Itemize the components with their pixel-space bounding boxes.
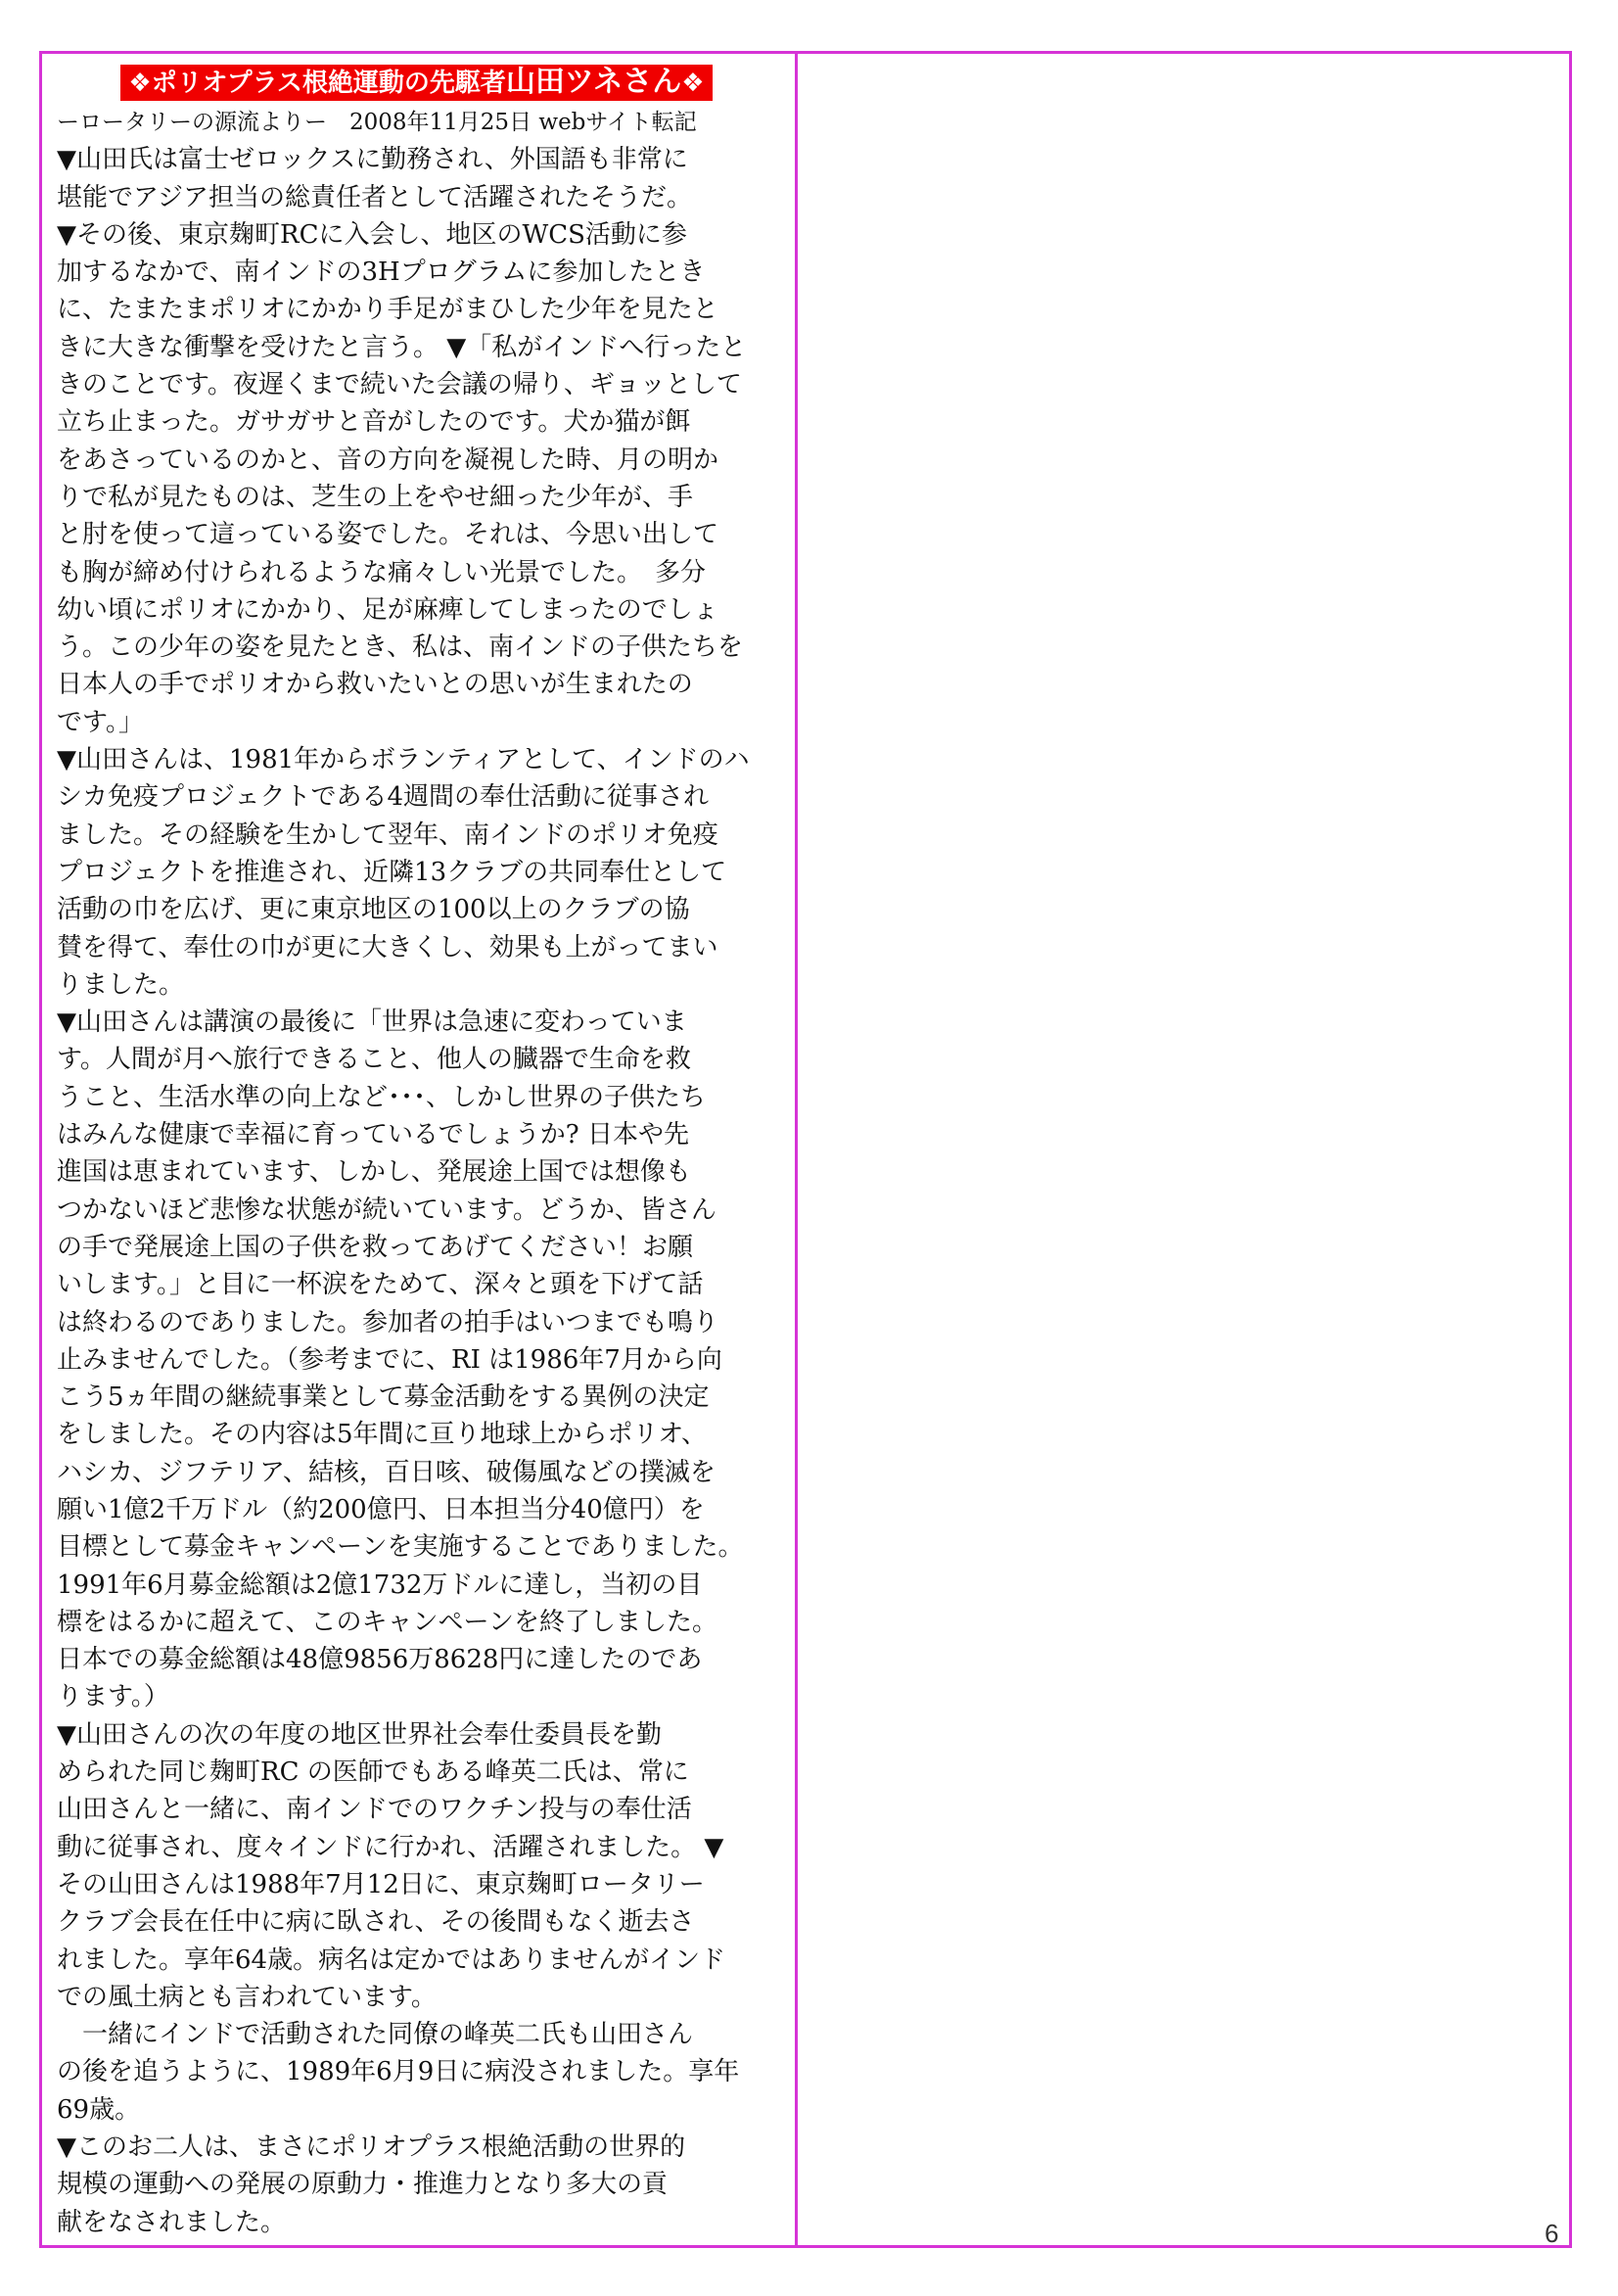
page-number: 6	[1545, 2219, 1559, 2248]
article-column	[57, 65, 776, 2241]
article-title	[120, 65, 712, 101]
paragraph: ▼山田さんは講演の最後に「世界は急速に変わっていま す。人間が月へ旅行できること、他人の臓器で生命を救 うこと、生活水準の向上など･･･、しかし世界の子供たち はみんな健康で幸福に育っているでしょうか? 日本や先 進国は恵まれています、しかし、発展途上国では想像も つかないほど悲惨な状態が続いています。どうか、皆さん の手で発展途上国の子供を救ってあげてください！お願 いします。」と目に一杯涙をためて、深々と頭を下げて話 は終わるのでありました。参加者の拍手はいつまでも鳴り 止みませんでした。（参考までに、RI は1986年7月から向 こう5ヵ年間の継続事業として募金活動をする異例の決定 をしました。その内容は5年間に亘り地球上からポリオ、 ハシカ、ジフテリア、結核，百日咳、破傷風などの撲滅を 願い1億2千万ドル（約200億円、日本担当分40億円）を 目標として募金キャンペーンを実施することでありました。 1991年6月募金総額は2億1732万ドルに達し，当初の目 標をはるかに超えて、このキャンペーンを終了しました。 日本での募金総額は48億9856万8628円に達したのであ ります。）	[57, 1007, 744, 1712]
title-name: 山田ツネさん	[505, 65, 682, 99]
source-line: ーロータリーの源流よりー 2008年11月25日 webサイト転記	[57, 110, 697, 135]
column-divider	[795, 51, 798, 2248]
paragraph: ▼山田さんの次の年度の地区世界社会奉仕委員長を勤 められた同じ麹町RC の医師でもある峰英二氏は、常に 山田さんと一緒に、南インドでのワクチン投与の奉仕活 動に従事され、度々インドに行かれ、活躍されました。 ▼ その山田さんは1988年7月12日に、東京麹町ロータリー クラブ会長在任中に病に臥され、その後間もなく逝去さ れました。享年64歳。病名は定かではありませんがインド での風土病とも言われています。	[57, 1719, 726, 2012]
title-suffix: ❖	[681, 69, 705, 98]
title-row	[57, 65, 776, 104]
paragraph: 一緒にインドで活動された同僚の峰英二氏も山田さん の後を追うように、1989年6月9日に病没されました。享年 69歳。	[57, 2020, 740, 2125]
title-prefix: ❖ポリオプラス根絶運動の先駆者	[128, 69, 506, 98]
paragraph: ▼その後、東京麹町RCに入会し、地区のWCS活動に参 加するなかで、南インドの3Hプログラムに参加したとき に、たまたまポリオにかかり手足がまひした少年を見たと きに大きな衝撃を受けたと言う。 ▼「私がインドへ行ったと きのことです。夜遅くまで続いた会議の帰り、ギョッとして 立ち止まった。ガサガサと音がしたのです。犬か猫が餌 をあさっているのかと、音の方向を凝視した時、月の明か りで私が見たものは、芝生の上をやせ細った少年が、手 と肘を使って這っている姿でした。それは、今思い出して も胸が締め付けられるような痛々しい光景でした。 多分 幼い頃にポリオにかかり、足が麻痺してしまったのでしょ う。この少年の姿を見たとき、私は、南インドの子供たちを 日本人の手でポリオから救いたいとの思いが生まれたの です。」	[57, 219, 747, 737]
paragraph: ▼山田さんは、1981年からボランティアとして、インドのハ シカ免疫プロジェクトである4週間の奉仕活動に従事され ました。その経験を生かして翌年、南インドのポリオ免疫 プロジェクトを推進され、近隣13クラブの共同奉仕として 活動の巾を広げ、更に東京地区の100以上のクラブの協 賛を得て、奉仕の巾が更に大きくし、効果も上がってまい りました。	[57, 745, 750, 1000]
paragraph: ▼山田氏は富士ゼロックスに勤務され、外国語も非常に 堪能でアジア担当の総責任者として活躍されたそうだ。	[57, 145, 692, 212]
paragraph: ▼このお二人は、まさにポリオプラス根絶活動の世界的 規模の運動への発展の原動力・推進力となり多大の貢 献をなされました。	[57, 2132, 686, 2237]
